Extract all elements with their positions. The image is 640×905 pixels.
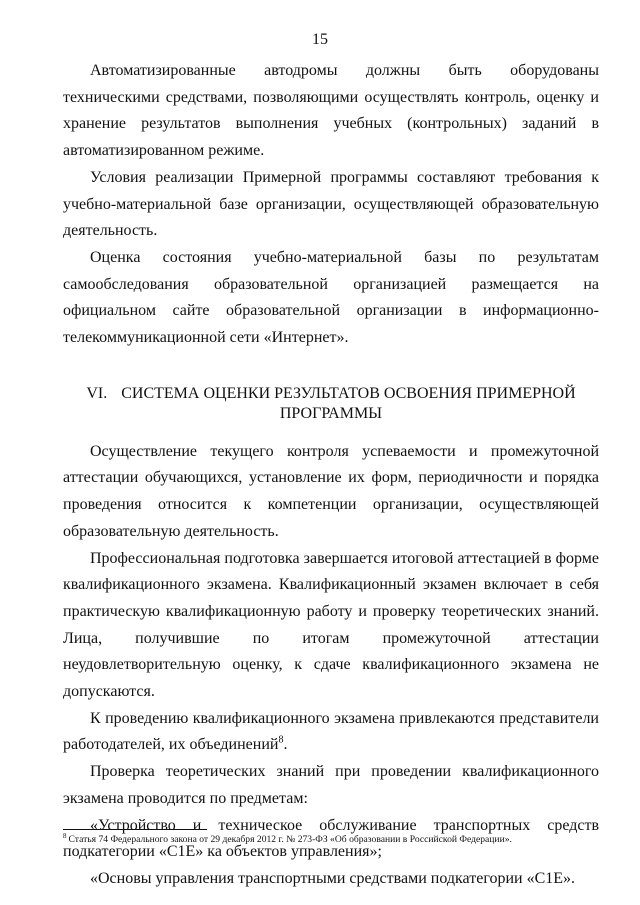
paragraph-program-conditions: Условия реализации Примерной программы составляют требования к учебно-материальной базе организации, осуществляющей образовательную деятельность. xyxy=(63,168,599,240)
footnote-reference: 8 xyxy=(278,735,284,747)
section-heading xyxy=(63,384,599,424)
paragraph-autodrome: Автоматизированные автодромы должны быть оборудованы техническими средствами, позволяющими осуществлять контроль, оценку и хранение результатов выполнения учебных (контрольных) заданий в автоматизированном режиме. xyxy=(63,62,599,160)
footnote-mark: 8 xyxy=(63,831,67,840)
paragraph-subjects-intro: Проверка теоретических знаний при проведении квалификационного экзамена проводится по предметам: xyxy=(63,763,599,807)
footnote xyxy=(63,833,599,846)
footnote-divider xyxy=(63,829,207,830)
paragraph-final-attestation: Профессиональная подготовка завершается итоговой аттестацией в форме квалификационного экзамена. Квалификационный экзамен включает в себя практическую квалификационную работу и проверку теоретических знаний. Лица, получившие по итогам промежуточной аттестации неудовлетворительную оценку, к сдаче квалификационного экзамена не допускаются. xyxy=(63,549,599,701)
paragraph-current-control: Осуществление текущего контроля успеваемости и промежуточной аттестации обучающихся, установление их форм, периодичности и порядка проведения относится к компетенции организации, осуществляющей образовательную деятельность. xyxy=(63,442,599,540)
paragraph-employers-end: . xyxy=(283,736,288,754)
paragraph-employers xyxy=(63,706,599,759)
subject-item-1: «Устройство и техническое обслуживание транспортных средств подкатегории «C1E» ка объектов управления»; xyxy=(63,816,599,861)
page-number: 15 xyxy=(312,31,328,48)
page-content xyxy=(63,58,599,893)
section-title-line1: СИСТЕМА ОЦЕНКИ РЕЗУЛЬТАТОВ ОСВОЕНИЯ ПРИМЕРНОЙ xyxy=(121,384,576,402)
section-number: VI. xyxy=(86,384,108,402)
paragraph-base-evaluation: Оценка состояния учебно-материальной базы по результатам самообследования образовательной организацией размещается на официальном сайте образовательной организации в информационно-телекоммуникационной сети «Интернет». xyxy=(63,248,599,347)
footnote-text: Статья 74 Федерального закона от 29 декабря 2012 г. № 273-ФЗ «Об образовании в Российской Федерации». xyxy=(68,834,512,845)
subject-item-2: «Основы управления транспортными средствами подкатегории «C1E». xyxy=(90,869,576,887)
section-title-line2: ПРОГРАММЫ xyxy=(279,404,383,422)
paragraph-employers-text: К проведению квалификационного экзамена привлекаются представители работодателей, их объединений xyxy=(63,709,599,754)
